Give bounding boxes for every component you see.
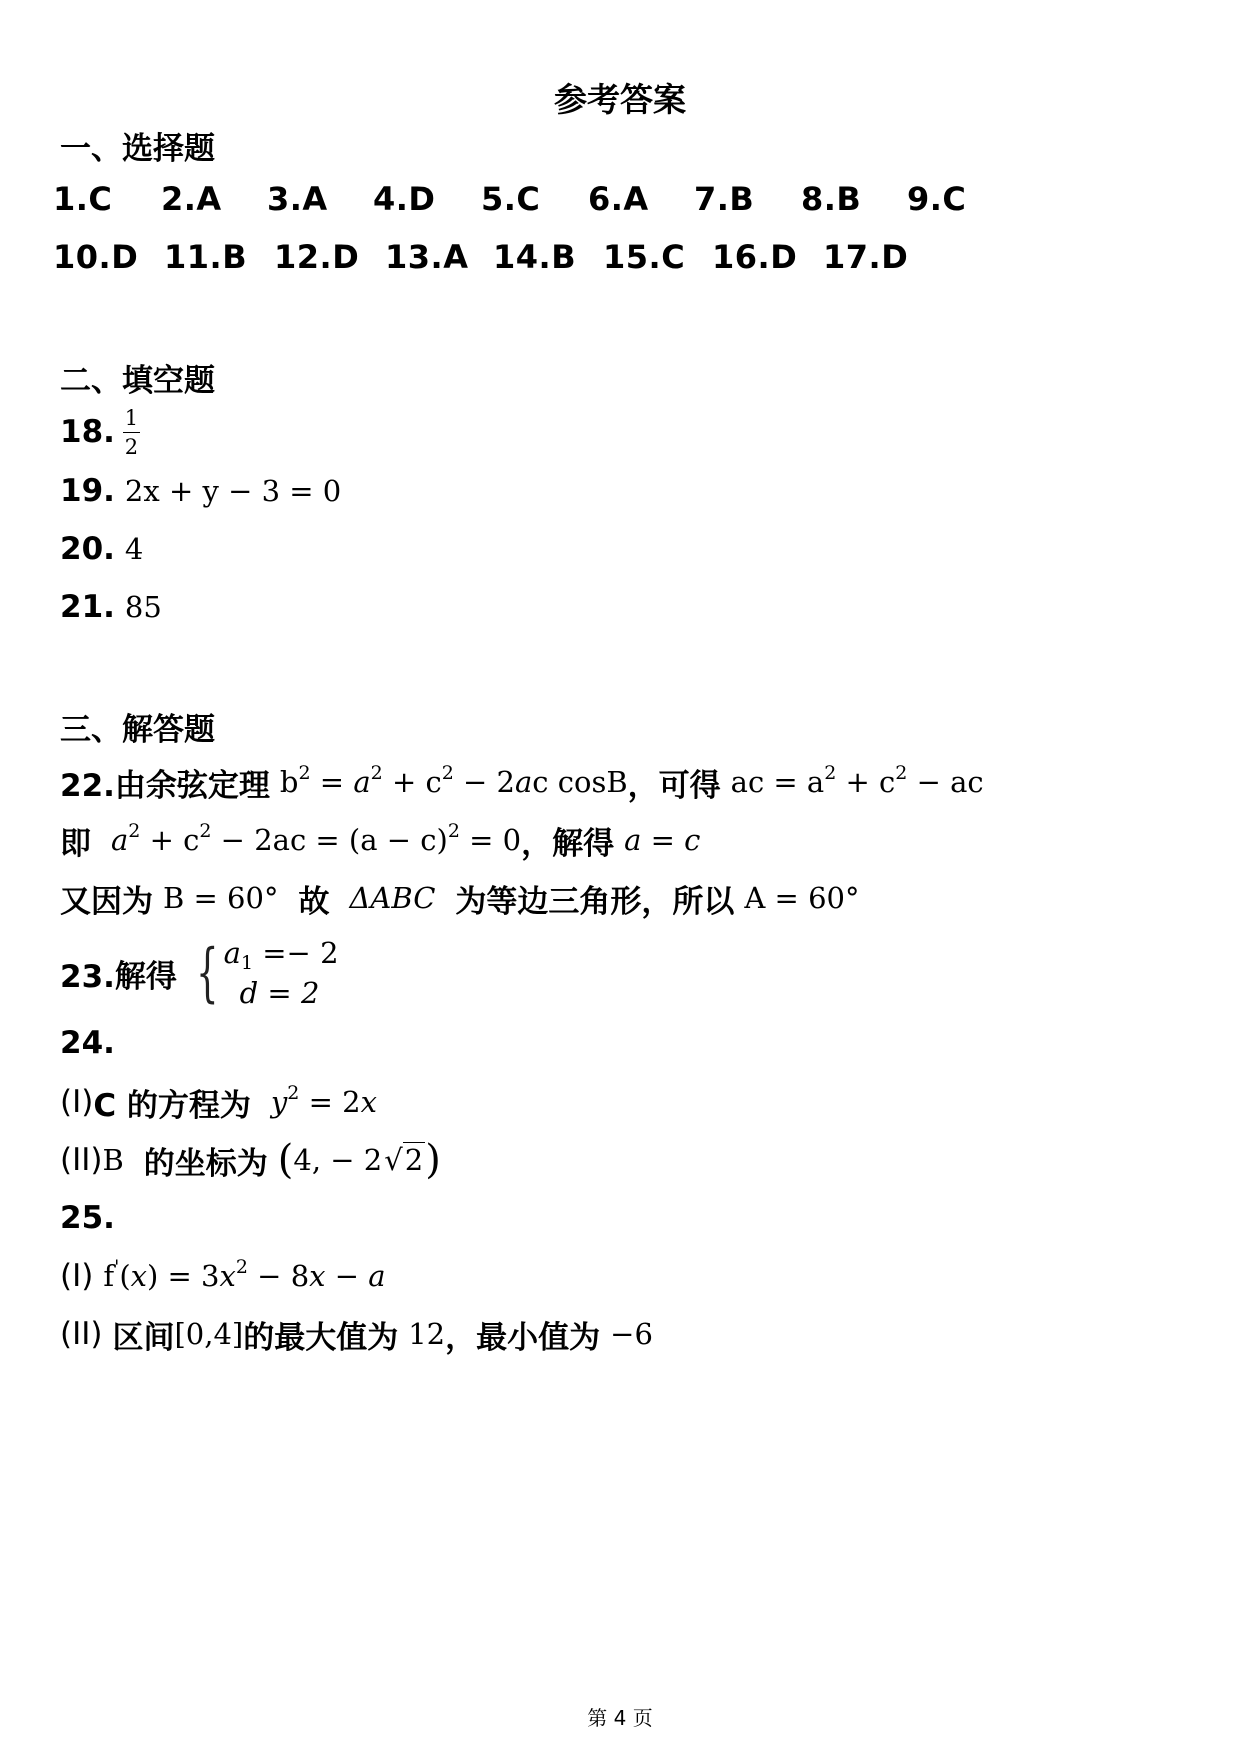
text: ，解得: [521, 825, 615, 862]
answer-24-part-2: [60, 1138, 441, 1182]
text: ，可得: [627, 767, 721, 804]
formula: $y^2 = 2x$: [270, 1082, 377, 1119]
system-row: d = 2: [239, 976, 320, 1010]
choice-answer: 13.A: [385, 238, 469, 276]
fraction: [123, 406, 140, 459]
section-fill: 二、填空题: [60, 363, 215, 399]
formula: $b^2 = a^2 + c^2 - 2ac$ cosB: [279, 762, 628, 799]
choice-answer: 11.B: [164, 238, 248, 276]
choice-answer: 6.A: [588, 180, 649, 218]
answer-value: 4: [124, 532, 144, 566]
answer-23: [60, 934, 339, 1012]
choice-answer: 10.D: [53, 238, 139, 276]
fraction-denominator: 2: [124, 434, 139, 459]
text: 即: [60, 825, 91, 862]
system-row: $a_1 =- 2$: [223, 936, 339, 974]
answer-22-line-3: [60, 876, 859, 920]
choice-answer: 1.C: [53, 180, 113, 218]
answer-value: 85: [124, 590, 162, 624]
question-number: 24.: [60, 1025, 115, 1061]
choice-answer: 9.C: [907, 180, 967, 218]
section-solve: 三、解答题: [60, 712, 215, 748]
fraction-bar: [123, 432, 140, 433]
brace: {: [196, 936, 219, 1010]
part-label: (II): [60, 1316, 103, 1352]
formula: B = 60°: [163, 881, 279, 915]
text: 的坐标为: [143, 1145, 268, 1182]
answer-24-part-1: [60, 1080, 377, 1124]
answer-25-number: [60, 1196, 115, 1240]
formula: A = 60°: [744, 881, 860, 915]
choice-answer: 7.B: [694, 180, 755, 218]
text: 为等边三角形，所以: [455, 883, 735, 920]
text: 的最大值为: [243, 1319, 399, 1356]
choice-answer: 17.D: [823, 238, 909, 276]
formula: ac = $a^2 + c^2$ − ac: [730, 762, 984, 799]
formula: $a^2 + c^2 - 2ac = (a - c)^2 = 0$: [111, 820, 522, 857]
question-number: 20.: [60, 531, 115, 567]
answer-19: [60, 469, 341, 513]
choice-answer: 8.B: [801, 180, 862, 218]
question-number: 19.: [60, 473, 115, 509]
text: 区间: [112, 1319, 175, 1356]
text: 又因为: [60, 883, 153, 920]
answer-25-part-1: [60, 1254, 386, 1298]
formula: a = c: [624, 823, 701, 857]
page-footer: 第 4 页: [587, 1706, 653, 1730]
choice-answer: 14.B: [493, 238, 577, 276]
text: 故: [298, 883, 330, 920]
part-label: (I): [60, 1258, 94, 1294]
answer-22-line-1: [60, 760, 984, 804]
choice-answer: 2.A: [161, 180, 222, 218]
section-choice: 一、选择题: [60, 131, 215, 167]
page-title: 参考答案: [554, 80, 686, 119]
max-value: 12: [408, 1317, 446, 1351]
triangle-label: ΔABC: [349, 881, 436, 915]
answer-18: [60, 400, 140, 464]
equation-system: [187, 933, 339, 1013]
system-row-value: =− 2: [262, 936, 339, 970]
choice-answer: 15.C: [603, 238, 686, 276]
part-label: (I): [60, 1084, 94, 1120]
text: 22.由余弦定理: [60, 767, 270, 804]
choice-answer: 4.D: [373, 180, 436, 218]
question-number: 25.: [60, 1200, 115, 1236]
min-value: −6: [610, 1317, 653, 1351]
question-number: 21.: [60, 589, 115, 625]
answer-value: 2x + y − 3 = 0: [124, 474, 342, 508]
question-number: 18.: [60, 414, 115, 450]
choice-answer: 3.A: [267, 180, 328, 218]
text: C 的方程为: [93, 1087, 251, 1124]
formula: (4, − 2√2): [277, 1137, 441, 1183]
fraction-numerator: 1: [124, 405, 139, 430]
choice-answer: 12.D: [274, 238, 360, 276]
answer-25-part-2: [60, 1312, 653, 1356]
text: 23.解得: [60, 958, 177, 995]
part-label: (II): [60, 1142, 103, 1178]
choice-answer: 16.D: [712, 238, 798, 276]
answer-21: [60, 585, 162, 629]
interval: [0,4]: [174, 1317, 244, 1351]
formula: $f'(x) = 3x^2 - 8x - a$: [103, 1256, 386, 1293]
text: ，最小值为: [445, 1319, 601, 1356]
choice-answer: 5.C: [481, 180, 541, 218]
point-label: B: [102, 1143, 124, 1177]
answer-24-number: [60, 1021, 115, 1065]
answer-20: [60, 527, 143, 571]
answer-22-line-2: [60, 818, 700, 862]
